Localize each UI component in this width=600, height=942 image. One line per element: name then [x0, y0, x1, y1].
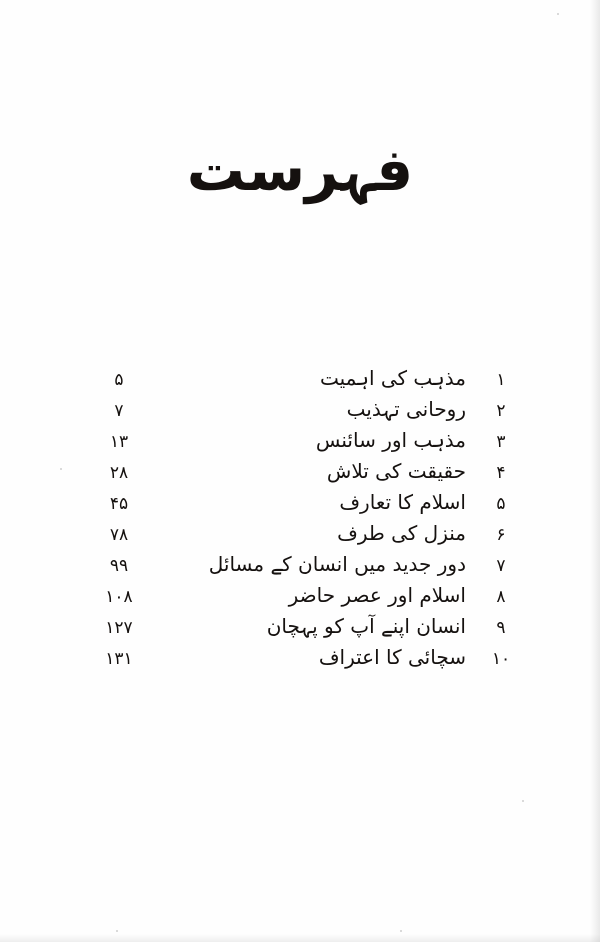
entry-index: ۳: [496, 432, 506, 452]
entry-title[interactable]: مذہب اور سائنس: [315, 428, 466, 452]
entry-index: ۶: [496, 525, 506, 545]
table-row[interactable]: [88, 552, 524, 583]
entry-index: ۵: [496, 494, 506, 514]
entry-title[interactable]: سچائی کا اعتراف: [318, 645, 466, 669]
table-row[interactable]: [88, 459, 524, 490]
entry-page-number: ۴۵: [109, 494, 129, 514]
entry-title[interactable]: دور جدید میں انسان کے مسائل: [208, 552, 466, 576]
entry-index: ۲: [496, 401, 506, 421]
entry-page-number: ۱۲۷: [105, 618, 133, 638]
table-row[interactable]: [88, 614, 524, 645]
entry-index: ۹: [496, 618, 506, 638]
table-of-contents: [88, 366, 524, 676]
entry-title[interactable]: حقیقت کی تلاش: [326, 459, 466, 483]
paper-speck: [557, 13, 559, 15]
page-title: فہرست: [186, 136, 414, 204]
paper-speck: [116, 930, 118, 932]
entry-index: ۴: [496, 463, 506, 483]
entry-page-number: ۹۹: [109, 556, 129, 576]
entry-title[interactable]: انسان اپنے آپ کو پہچان: [266, 614, 466, 638]
entry-title[interactable]: منزل کی طرف: [337, 521, 466, 545]
entry-title[interactable]: اسلام اور عصر حاضر: [288, 583, 466, 607]
entry-page-number: ۱۰۸: [105, 587, 133, 607]
table-row[interactable]: [88, 490, 524, 521]
entry-index: ۷: [496, 556, 506, 576]
entry-page-number: ۷: [114, 401, 124, 421]
entry-page-number: ۱۳: [109, 432, 129, 452]
table-row[interactable]: [88, 428, 524, 459]
table-row[interactable]: [88, 521, 524, 552]
entry-page-number: ۷۸: [109, 525, 129, 545]
paper-speck: [400, 930, 402, 932]
entry-index: ۱: [496, 370, 506, 390]
entry-title[interactable]: اسلام کا تعارف: [339, 490, 466, 514]
entry-title[interactable]: مذہب کی اہمیت: [320, 366, 466, 390]
paper-speck: [60, 468, 62, 470]
entry-page-number: ۲۸: [109, 463, 129, 483]
page-edge-shadow-bottom: [0, 934, 600, 942]
entry-page-number: ۱۳۱: [105, 649, 133, 669]
entry-index: ۸: [496, 587, 506, 607]
table-row[interactable]: [88, 645, 524, 676]
table-row[interactable]: [88, 397, 524, 428]
table-row[interactable]: [88, 583, 524, 614]
paper-speck: [522, 800, 524, 802]
table-row[interactable]: [88, 366, 524, 397]
entry-page-number: ۵: [114, 370, 124, 390]
entry-index: ۱۰: [491, 649, 511, 669]
entry-title[interactable]: روحانی تہذیب: [346, 397, 466, 421]
